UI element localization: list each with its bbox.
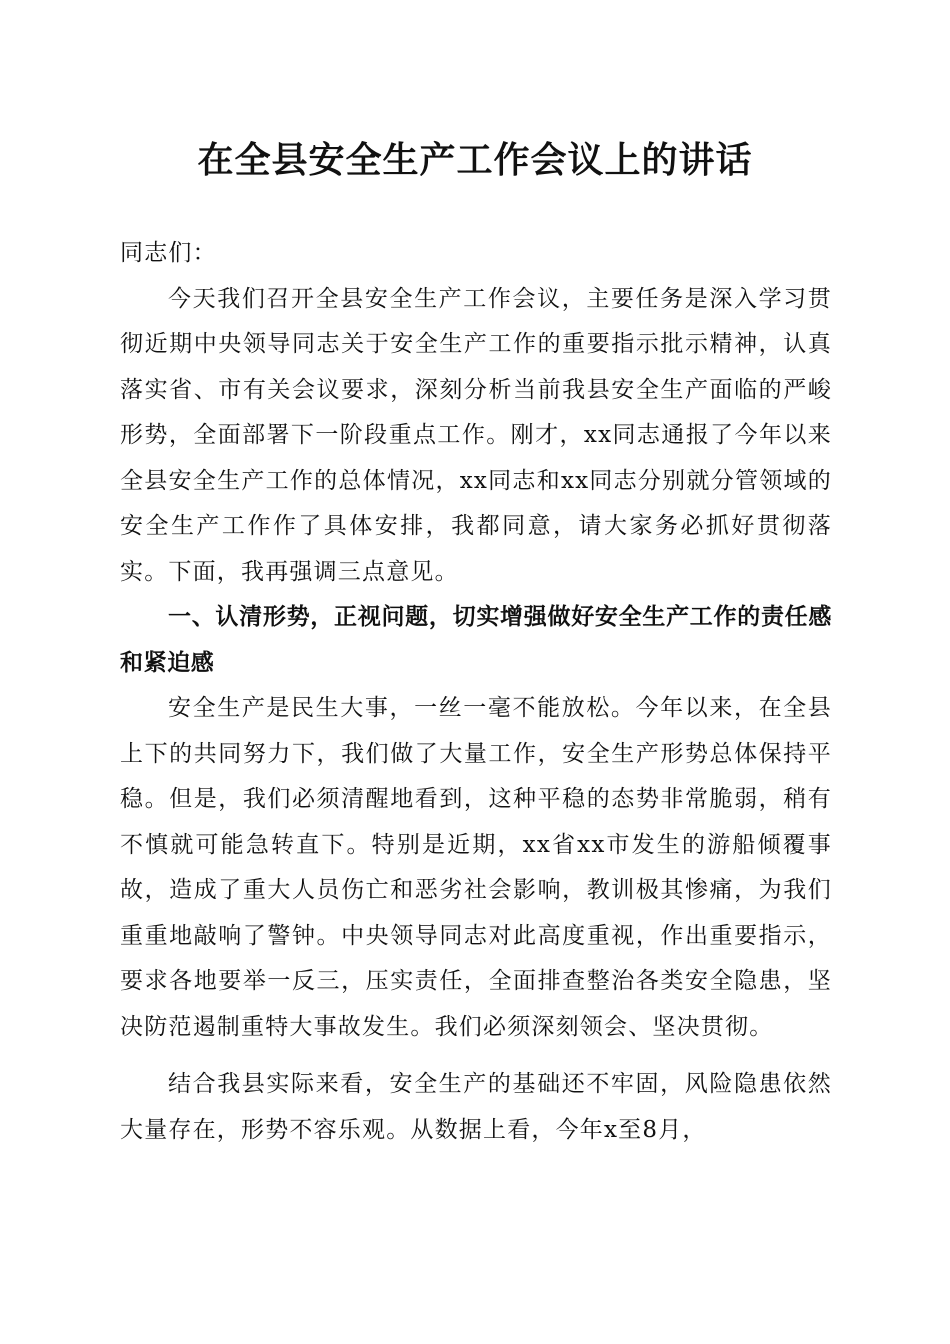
paragraph-gap	[120, 1050, 832, 1062]
document-title: 在全县安全生产工作会议上的讲话	[197, 139, 753, 181]
salutation: 同志们：	[120, 240, 217, 266]
document-body	[120, 231, 832, 1153]
paragraph-county-reality: 结合我县实际来看，安全生产的基础还不牢固，风险隐患依然大量存在，形势不容乐观。从数据上看，今年x至8月，	[120, 1071, 832, 1143]
paragraph-intro: 今天我们召开全县安全生产工作会议，主要任务是深入学习贯彻近期中央领导同志关于安全生产工作的重要指示批示精神，认真落实省、市有关会议要求，深刻分析当前我县安全生产面临的严峻形势，全面部署下一阶段重点工作。刚才，xx同志通报了今年以来全县安全生产工作的总体情况，xx同志和xx同志分别就分管领域的安全生产工作作了具体安排，我都同意，请大家务必抓好贯彻落实。下面，我再强调三点意见。	[120, 285, 832, 585]
paragraph-situation: 安全生产是民生大事，一丝一毫不能放松。今年以来，在全县上下的共同努力下，我们做了大量工作，安全生产形势总体保持平稳。但是，我们必须清醒地看到，这种平稳的态势非常脆弱，稍有不慎就可能急转直下。特别是近期，xx省xx市发生的游船倾覆事故，造成了重大人员伤亡和恶劣社会影响，教训极其惨痛，为我们重重地敲响了警钟。中央领导同志对此高度重视，作出重要指示，要求各地要举一反三，压实责任，全面排查整治各类安全隐患，坚决防范遏制重特大事故发生。我们必须深刻领会、坚决贯彻。	[120, 695, 832, 1040]
section-heading-1: 一、认清形势，正视问题，切实增强做好安全生产工作的责任感和紧迫感	[120, 604, 832, 676]
